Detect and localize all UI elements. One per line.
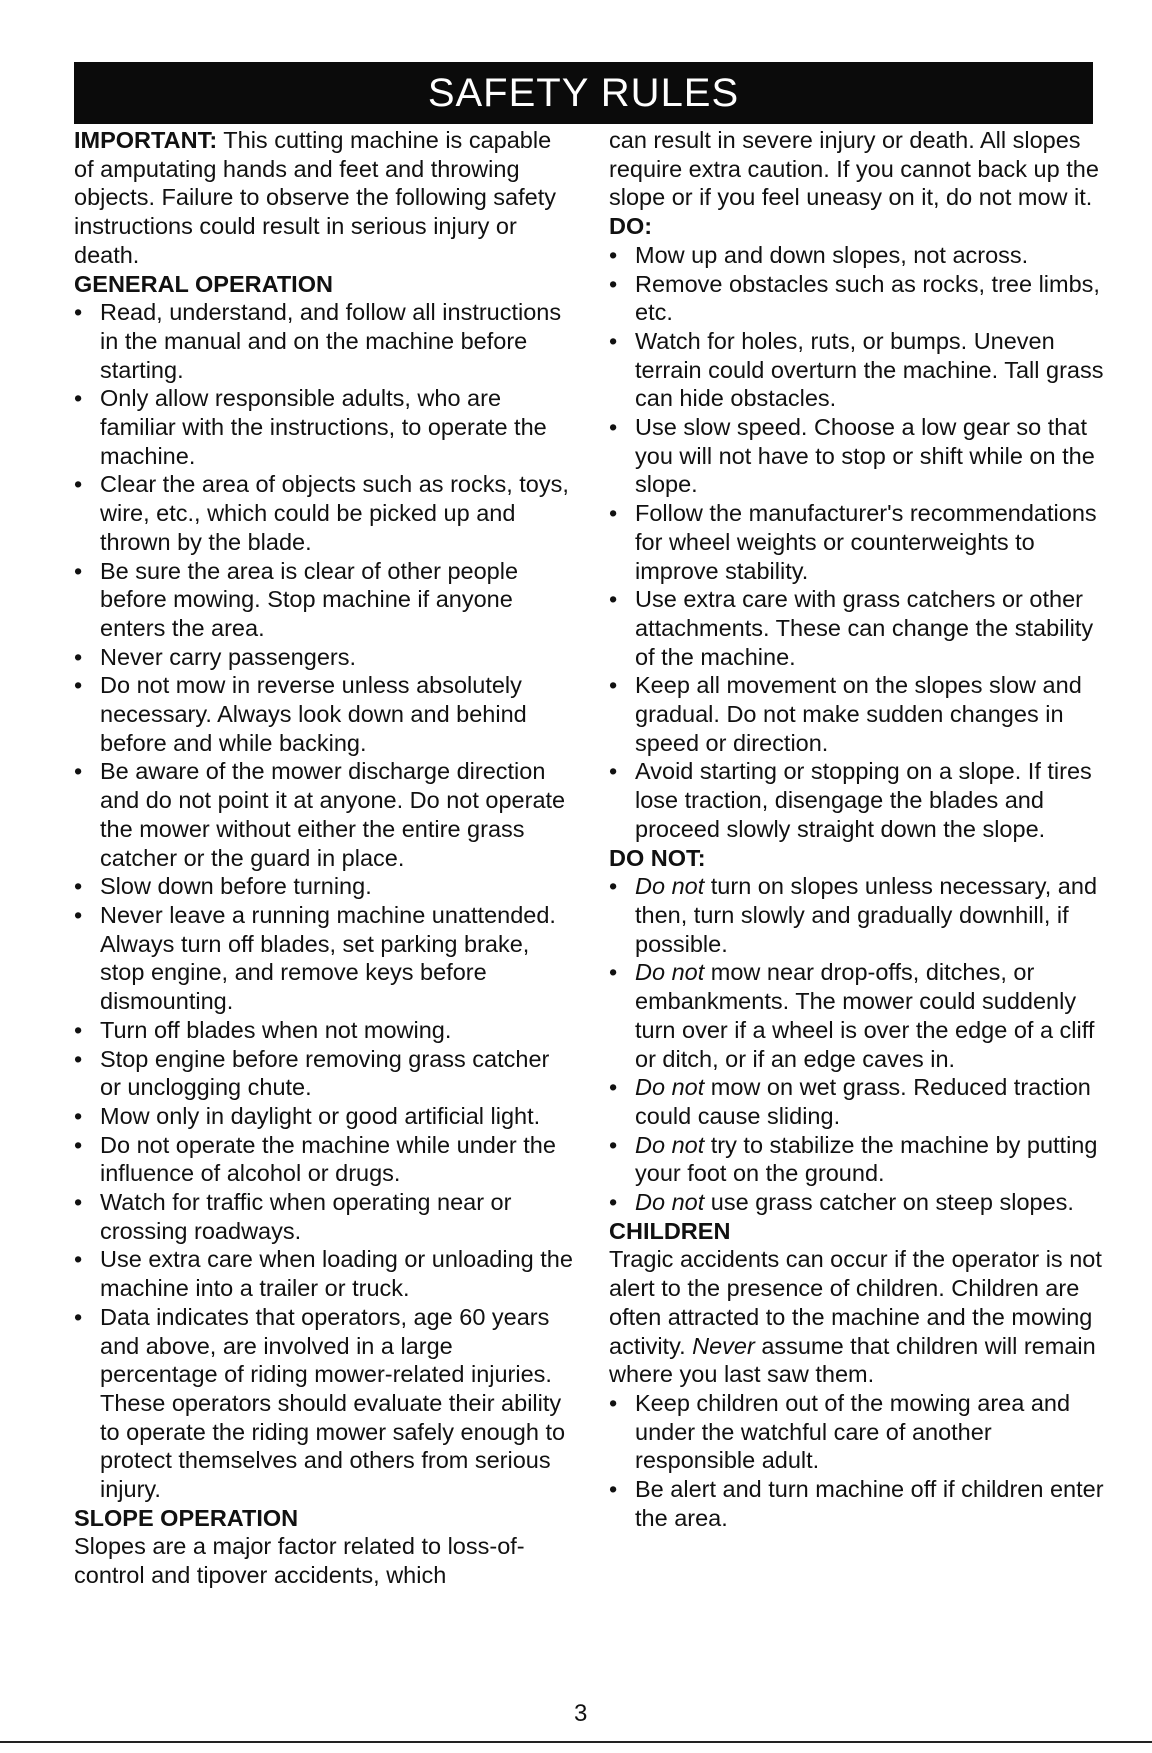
bottom-rule [0, 1741, 1152, 1743]
slope-operation-heading: SLOPE OPERATION [74, 1504, 299, 1531]
do-list [609, 241, 1109, 844]
do-not-text: try to stabilize the machine by putting your foot on the ground. [635, 1131, 1098, 1187]
list-item: • Use slow speed. Choose a low gear so that you will not have to stop or shift while on the slope. [609, 413, 1109, 499]
list-item: • Use extra care when loading or unloading the machine into a trailer or truck. [74, 1245, 574, 1302]
list-item: • Mow only in daylight or good artificial light. [74, 1102, 574, 1131]
list-item: • Follow the manufacturer's recommendations for wheel weights or counterweights to improve stability. [609, 499, 1109, 585]
do-not-list [609, 872, 1109, 1216]
list-item: • Mow up and down slopes, not across. [609, 241, 1109, 270]
do-not-text: turn on slopes unless necessary, and then, turn slowly and gradually downhill, if possible. [635, 873, 1098, 957]
do-not-heading: DO NOT: [609, 844, 706, 871]
list-item: • Turn off blades when not mowing. [74, 1016, 574, 1045]
do-not-text: mow on wet grass. Reduced traction could cause sliding. [635, 1074, 1091, 1129]
page-number: 3 [574, 1700, 588, 1727]
left-column [74, 126, 574, 1590]
list-item: • Never carry passengers. [74, 643, 574, 672]
important-label: IMPORTANT: [74, 127, 218, 153]
list-item: • Watch for holes, ruts, or bumps. Uneven terrain could overturn the machine. Tall grass can hide obstacles. [609, 327, 1109, 413]
list-item: • Only allow responsible adults, who are familiar with the instructions, to operate the machine. [74, 384, 574, 470]
list-item: • Stop engine before removing grass catcher or unclogging chute. [74, 1045, 574, 1102]
right-column [609, 126, 1109, 1532]
do-not-prefix: Do not [635, 873, 705, 900]
list-item: • Read, understand, and follow all instructions in the manual and on the machine before starting. [74, 298, 574, 384]
list-item: • Be alert and turn machine off if children enter the area. [609, 1475, 1109, 1532]
list-item: • Do not mow in reverse unless absolutely necessary. Always look down and behind before and while backing. [74, 671, 574, 757]
do-not-prefix: Do not [635, 1189, 705, 1216]
do-not-text: mow near drop-offs, ditches, or embankments. The mower could suddenly turn over if a wheel is over the edge of a cliff or ditch, or if an edge caves in. [635, 959, 1095, 1072]
list-item [609, 872, 1109, 958]
general-operation-list [74, 298, 574, 1504]
slope-continued-text: can result in severe injury or death. All slopes require extra caution. If you cannot back up the slope or if you feel uneasy on it, do not mow it. [609, 127, 1099, 211]
do-not-prefix: Do not [635, 1074, 705, 1101]
children-list [609, 1389, 1109, 1533]
list-item [609, 1131, 1109, 1188]
list-item: • Keep children out of the mowing area and under the watchful care of another responsible adult. [609, 1389, 1109, 1475]
children-text-part: assume that children will remain where you last saw them. [609, 1332, 1096, 1388]
do-not-text: use grass catcher on steep slopes. [704, 1189, 1074, 1216]
list-item: • Data indicates that operators, age 60 years and above, are involved in a large percentage of riding mower-related injuries. These operators should evaluate their ability to operate the riding mower safely enough to protect themselves and others from serious injury. [74, 1303, 574, 1504]
children-text [609, 1245, 1109, 1389]
list-item: • Remove obstacles such as rocks, tree limbs, etc. [609, 270, 1109, 327]
never-emphasis: Never [692, 1332, 755, 1359]
list-item: • Avoid starting or stopping on a slope. If tires lose traction, disengage the blades and proceed slowly straight down the slope. [609, 757, 1109, 843]
important-paragraph [74, 126, 574, 270]
children-heading: CHILDREN [609, 1217, 731, 1244]
do-not-prefix: Do not [635, 959, 705, 986]
list-item [609, 1188, 1109, 1217]
list-item: • Clear the area of objects such as rocks, toys, wire, etc., which could be picked up and thrown by the blade. [74, 470, 574, 556]
list-item: • Watch for traffic when operating near or crossing roadways. [74, 1188, 574, 1245]
list-item [609, 1073, 1109, 1130]
list-item: • Be sure the area is clear of other people before mowing. Stop machine if anyone enters the area. [74, 557, 574, 643]
general-operation-heading: GENERAL OPERATION [74, 270, 333, 297]
do-not-prefix: Do not [635, 1131, 705, 1158]
list-item: • Never leave a running machine unattended. Always turn off blades, set parking brake, stop engine, and remove keys before dismounting. [74, 901, 574, 1016]
safety-rules-banner: SAFETY RULES [74, 62, 1093, 124]
list-item: • Be aware of the mower discharge direction and do not point it at anyone. Do not operate the mower without either the entire grass catcher or the guard in place. [74, 757, 574, 872]
list-item: • Use extra care with grass catchers or other attachments. These can change the stability of the machine. [609, 585, 1109, 671]
list-item [609, 958, 1109, 1073]
do-heading: DO: [609, 213, 653, 240]
slope-operation-text: Slopes are a major factor related to loss-of-control and tipover accidents, which [74, 1533, 525, 1589]
list-item: • Keep all movement on the slopes slow and gradual. Do not make sudden changes in speed or direction. [609, 671, 1109, 757]
list-item: • Do not operate the machine while under the influence of alcohol or drugs. [74, 1131, 574, 1188]
list-item: • Slow down before turning. [74, 872, 574, 901]
important-text: This cutting machine is capable of amputating hands and feet and throwing objects. Failure to observe the following safety instructions could result in serious injury or death. [74, 127, 557, 268]
children-text-part: Tragic accidents can occur if the operator is not alert to the presence of children. Children are often attracted to the machine and the mowing activity. [609, 1246, 1102, 1359]
